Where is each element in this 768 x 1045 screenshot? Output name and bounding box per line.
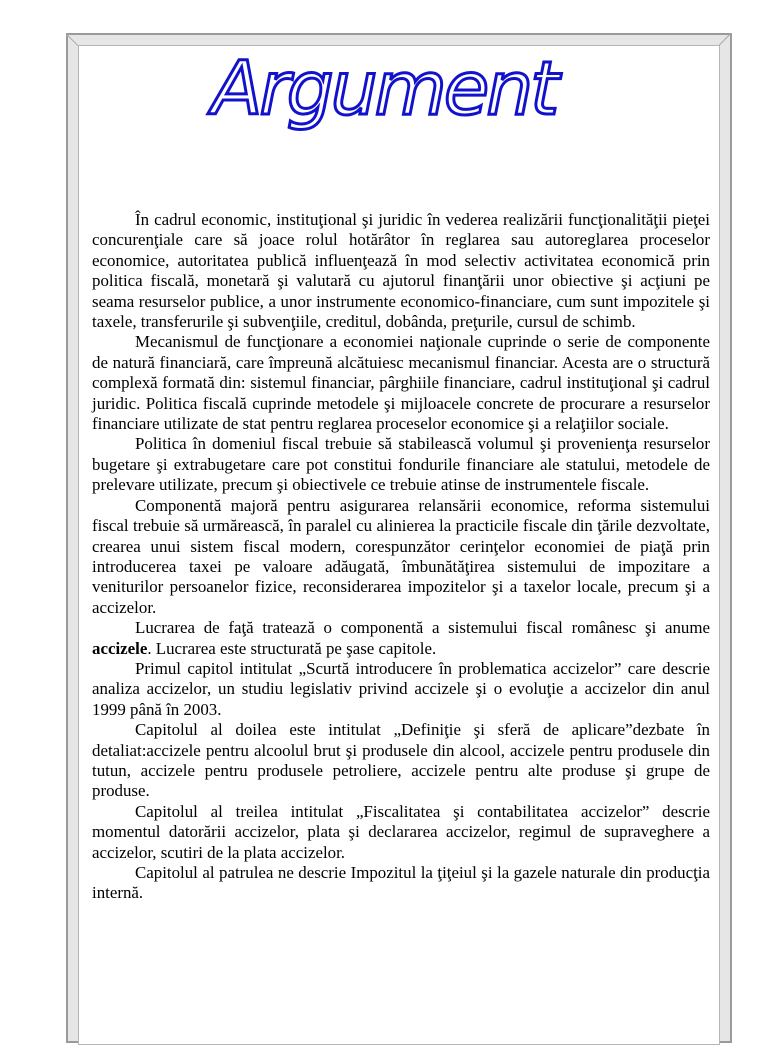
paragraph-6: Primul capitol intitulat „Scurtă introducere în problematica accizelor” care descrie analiza accizelor, un studiu legislativ privind accizele şi o evoluţie a accizelor din anul 1999 până în 2003. [92,658,710,719]
page-title: Argument [211,46,557,132]
paragraph-5-text-after: . Lucrarea este structurată pe şase capitole. [147,638,437,658]
paragraph-5-bold-term: accizele [92,638,148,658]
paragraph-5-text-before: Lucrarea de faţă tratează o componentă a sistemului fiscal românesc şi anume [135,618,710,638]
paragraph-4: Componentă majoră pentru asigurarea relansării economice, reforma sistemului fiscal trebuie să urmărească, în paralel cu alinierea la practicile fiscale din ţările dezvoltate, crearea unui sistem fiscal modern, corespunzător cerinţelor economiei de piaţă prin introducerea taxei pe valoare adăugată, îmbunătăţirea sistemului de impozitare a veniturilor persoanelor fizice, reconsiderarea impozitelor şi a taxelor locale, precum şi a accizelor. [92,495,710,617]
document-body [92,210,710,904]
paragraph-8: Capitolul al treilea intitulat „Fiscalitatea şi contabilitatea accizelor” descrie momentul datorării accizelor, plata şi declararea accizelor, regimul de supraveghere a accizelor, scutiri de la plata accizelor. [92,801,710,862]
paragraph-2: Mecanismul de funcţionare a economiei naţionale cuprinde o serie de componente de natură financiară, care împreună alcătuiesc mecanismul financiar. Acesta are o structură complexă formată din: sistemul financiar, pârghiile financiare, cadrul instituţional şi cadrul juridic. Politica fiscală cuprinde metodele şi mijloacele concrete de procurare a resurselor financiare utilizate de stat pentru reglarea proceselor economice şi a relaţiilor sociale. [92,332,710,434]
paragraph-7: Capitolul al doilea este intitulat „Definiţie şi sferă de aplicare”dezbate în detaliat:accizele pentru alcoolul brut şi produsele din alcool, accizele pentru produsele din tutun, accizele pentru produsele petroliere, accizele pentru alte produse şi grupe de produse. [92,720,710,801]
paragraph-1: În cadrul economic, instituţional şi juridic în vederea realizării funcţionalităţii pieţei concurenţiale care să joace rolul hotărâtor în reglarea sau autoreglarea proceselor economice, autoritatea publică influenţează în mod selectiv activitatea economică prin politica fiscală, monetară şi valutară cu ajutorul finanţării unor obiective şi acţiuni pe seama resurselor publice, a unor instrumente economico-financiare, cum sunt impozitele şi taxele, transferurile şi subvenţiile, creditul, dobânda, preţurile, cursul de schimb. [92,210,710,332]
paragraph-3: Politica în domeniul fiscal trebuie să stabilească volumul şi provenienţa resurselor bugetare şi extrabugetare care pot constitui fondurile financiare ale statului, metodele de prelevare utilizate, precum şi obiectivele ce trebuie atinse de instrumentele fiscale. [92,434,710,495]
paragraph-9: Capitolul al patrulea ne descrie Impozitul la ţiţeiul şi la gazele naturale din producţia internă. [92,863,710,903]
paragraph-5 [92,618,710,659]
